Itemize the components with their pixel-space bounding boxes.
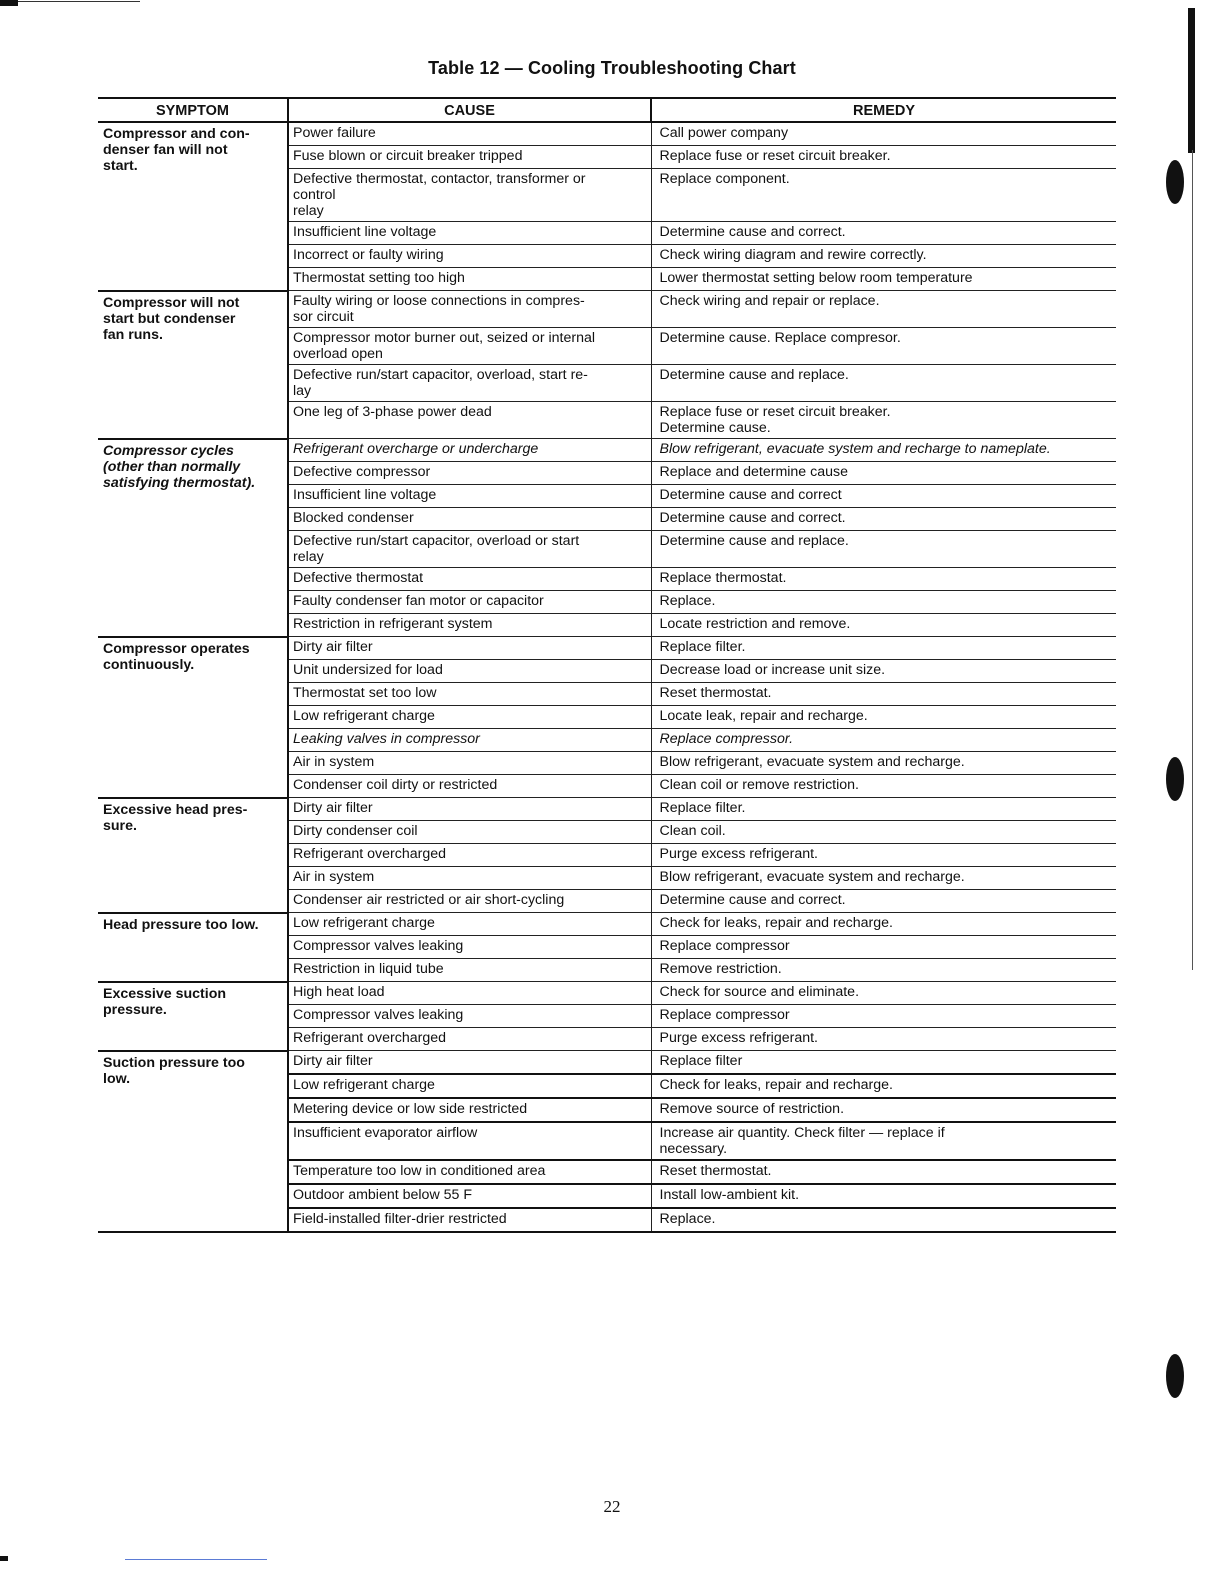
symptom-cell: Suction pressure too low. [98,1051,288,1233]
cause-cell: Defective compressor [288,462,651,485]
bottom-registration-mark [0,1556,8,1561]
cause-cell: Defective run/start capacitor, overload or start relay [288,531,651,568]
remedy-cell: Remove restriction. [651,959,1116,982]
table-row [98,439,1116,462]
cause-cell: Incorrect or faulty wiring [288,245,651,268]
table-row [98,913,1116,936]
symptom-cell: Excessive head pres- sure. [98,798,288,913]
remedy-cell: Replace. [651,591,1116,614]
cause-cell: Low refrigerant charge [288,1074,651,1098]
symptom-cell: Excessive suction pressure. [98,982,288,1051]
remedy-cell: Decrease load or increase unit size. [651,660,1116,683]
remedy-cell: Call power company [651,122,1116,146]
troubleshooting-table [98,97,1116,1233]
cause-cell: Fuse blown or circuit breaker tripped [288,146,651,169]
page-number: 22 [603,1497,621,1516]
remedy-cell: Determine cause. Replace compresor. [651,328,1116,365]
table-row [98,1051,1116,1075]
cause-cell: Temperature too low in conditioned area [288,1160,651,1184]
cause-cell: Defective thermostat, contactor, transformer or control relay [288,169,651,222]
remedy-cell: Determine cause and replace. [651,365,1116,402]
cause-header: CAUSE [288,98,651,122]
remedy-cell: Replace. [651,1208,1116,1232]
cause-cell: Dirty air filter [288,637,651,660]
remedy-cell: Replace filter. [651,637,1116,660]
table-row [98,982,1116,1005]
punch-hole-top [1166,160,1184,204]
remedy-cell: Reset thermostat. [651,683,1116,706]
cause-cell: Defective run/start capacitor, overload, start re- lay [288,365,651,402]
remedy-cell: Check wiring diagram and rewire correctly. [651,245,1116,268]
symptom-cell: Compressor will not start but condenser fan runs. [98,291,288,439]
remedy-cell: Blow refrigerant, evacuate system and recharge. [651,867,1116,890]
cause-cell: Unit undersized for load [288,660,651,683]
cause-cell: High heat load [288,982,651,1005]
cause-cell: Refrigerant overcharge or undercharge [288,439,651,462]
registration-line [18,1,140,2]
remedy-cell: Locate leak, repair and recharge. [651,706,1116,729]
registration-bar [0,0,18,6]
remedy-cell: Blow refrigerant, evacuate system and recharge to nameplate. [651,439,1116,462]
remedy-cell: Replace thermostat. [651,568,1116,591]
remedy-cell: Determine cause and correct [651,485,1116,508]
symptom-cell: Compressor cycles (other than normally satisfying thermostat). [98,439,288,637]
remedy-cell: Install low-ambient kit. [651,1184,1116,1208]
cause-cell: Low refrigerant charge [288,706,651,729]
remedy-cell: Replace filter. [651,798,1116,821]
remedy-cell: Clean coil. [651,821,1116,844]
cause-cell: Refrigerant overcharged [288,1028,651,1051]
cause-cell: Insufficient line voltage [288,222,651,245]
binding-edge-bar [1188,8,1195,153]
cause-cell: Dirty air filter [288,798,651,821]
cause-cell: Faulty wiring or loose connections in compres- sor circuit [288,291,651,328]
remedy-cell: Replace fuse or reset circuit breaker. [651,146,1116,169]
remedy-cell: Check for source and eliminate. [651,982,1116,1005]
punch-hole-middle [1166,757,1184,801]
table-row [98,798,1116,821]
remedy-cell: Replace and determine cause [651,462,1116,485]
remedy-cell: Check wiring and repair or replace. [651,291,1116,328]
remedy-cell: Purge excess refrigerant. [651,1028,1116,1051]
remedy-cell: Replace fuse or reset circuit breaker. Determine cause. [651,402,1116,439]
cause-cell: Air in system [288,867,651,890]
remedy-cell: Replace compressor [651,1005,1116,1028]
symptom-header: SYMPTOM [98,98,288,122]
table-row [98,637,1116,660]
cause-cell: Low refrigerant charge [288,913,651,936]
remedy-cell: Replace component. [651,169,1116,222]
remedy-cell: Reset thermostat. [651,1160,1116,1184]
remedy-cell: Remove source of restriction. [651,1098,1116,1122]
remedy-cell: Clean coil or remove restriction. [651,775,1116,798]
cause-cell: Compressor valves leaking [288,1005,651,1028]
cause-cell: Air in system [288,752,651,775]
remedy-cell: Determine cause and correct. [651,508,1116,531]
remedy-cell: Replace filter [651,1051,1116,1075]
bottom-rule [125,1559,267,1560]
cause-cell: Defective thermostat [288,568,651,591]
cause-cell: Dirty condenser coil [288,821,651,844]
punch-hole-bottom [1166,1354,1184,1398]
registration-mark [0,0,140,8]
cause-cell: Dirty air filter [288,1051,651,1075]
cause-cell: Compressor valves leaking [288,936,651,959]
cause-cell: Field-installed filter-drier restricted [288,1208,651,1232]
cause-cell: Condenser coil dirty or restricted [288,775,651,798]
remedy-cell: Check for leaks, repair and recharge. [651,1074,1116,1098]
cause-cell: Blocked condenser [288,508,651,531]
remedy-cell: Determine cause and correct. [651,222,1116,245]
cause-cell: Restriction in liquid tube [288,959,651,982]
remedy-cell: Replace compressor [651,936,1116,959]
remedy-header: REMEDY [651,98,1116,122]
cause-cell: Insufficient evaporator airflow [288,1122,651,1160]
remedy-cell: Blow refrigerant, evacuate system and recharge. [651,752,1116,775]
cause-cell: Power failure [288,122,651,146]
table-title: Table 12 — Cooling Troubleshooting Chart [428,58,796,78]
table-row [98,291,1116,328]
remedy-cell: Purge excess refrigerant. [651,844,1116,867]
cause-cell: Thermostat set too low [288,683,651,706]
cause-cell: One leg of 3-phase power dead [288,402,651,439]
cause-cell: Leaking valves in compressor [288,729,651,752]
binding-edge-line [1192,150,1193,970]
symptom-cell: Compressor operates continuously. [98,637,288,798]
symptom-cell: Compressor and con- denser fan will not start. [98,122,288,291]
symptom-cell: Head pressure too low. [98,913,288,982]
cause-cell: Restriction in refrigerant system [288,614,651,637]
header-row [98,98,1116,122]
cause-cell: Condenser air restricted or air short-cycling [288,890,651,913]
remedy-cell: Increase air quantity. Check filter — replace if necessary. [651,1122,1116,1160]
cause-cell: Insufficient line voltage [288,485,651,508]
table-body [98,122,1116,1232]
remedy-cell: Locate restriction and remove. [651,614,1116,637]
cause-cell: Thermostat setting too high [288,268,651,291]
cause-cell: Metering device or low side restricted [288,1098,651,1122]
remedy-cell: Replace compressor. [651,729,1116,752]
remedy-cell: Determine cause and correct. [651,890,1116,913]
cause-cell: Compressor motor burner out, seized or internal overload open [288,328,651,365]
cause-cell: Refrigerant overcharged [288,844,651,867]
remedy-cell: Determine cause and replace. [651,531,1116,568]
table-row [98,122,1116,146]
cause-cell: Outdoor ambient below 55 F [288,1184,651,1208]
remedy-cell: Lower thermostat setting below room temperature [651,268,1116,291]
remedy-cell: Check for leaks, repair and recharge. [651,913,1116,936]
cause-cell: Faulty condenser fan motor or capacitor [288,591,651,614]
